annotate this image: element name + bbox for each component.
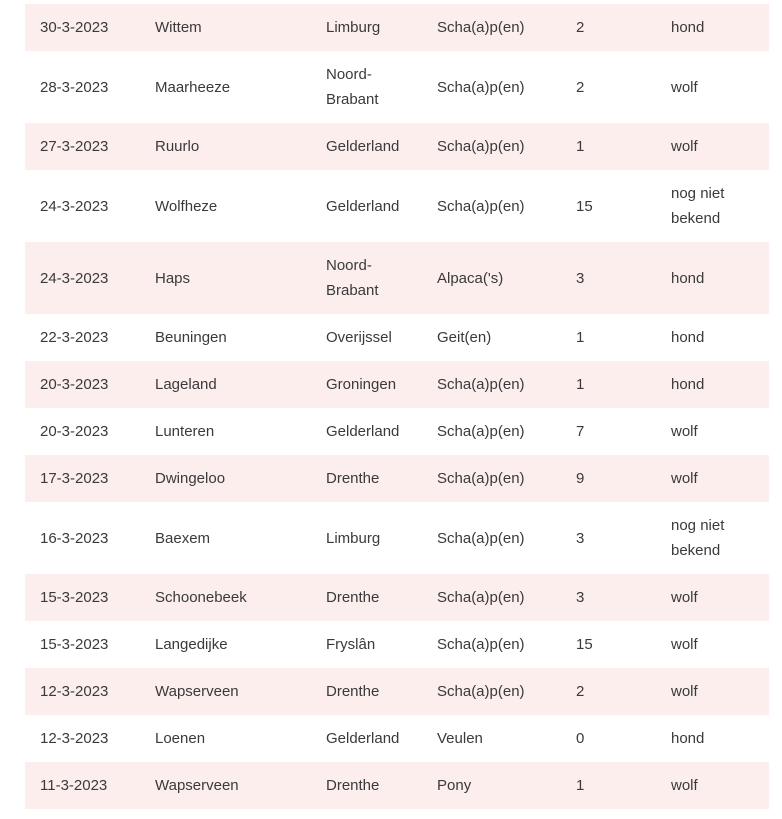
date-cell: 16-3-2023 [25,502,140,574]
animal-cell: Scha(a)p(en) [422,123,561,170]
province-cell: Drenthe [311,668,422,715]
province-cell: Drenthe [311,455,422,502]
culprit-cell: hond [656,314,769,361]
place-cell: Lunteren [140,408,311,455]
animal-cell: Scha(a)p(en) [422,408,561,455]
culprit-cell: wolf [656,51,769,123]
animal-cell: Geit(en) [422,314,561,361]
table-row [25,408,769,455]
animal-cell: Scha(a)p(en) [422,455,561,502]
count-cell: 1 [561,361,656,408]
place-cell: Haps [140,242,311,314]
count-cell: 1 [561,123,656,170]
date-cell: 12-3-2023 [25,668,140,715]
culprit-cell: wolf [656,621,769,668]
place-cell: Langedijke [140,621,311,668]
date-cell: 11-3-2023 [25,762,140,809]
date-cell: 24-3-2023 [25,170,140,242]
place-cell: Wolfheze [140,170,311,242]
table-row [25,502,769,574]
province-cell: Gelderland [311,715,422,762]
culprit-cell: hond [656,4,769,51]
table-row [25,762,769,809]
culprit-cell: wolf [656,668,769,715]
place-cell: Maarheeze [140,51,311,123]
incident-table-body [25,4,769,809]
count-cell: 15 [561,170,656,242]
province-cell: Noord-Brabant [311,242,422,314]
province-cell: Fryslân [311,621,422,668]
count-cell: 0 [561,715,656,762]
province-cell: Limburg [311,502,422,574]
table-row [25,314,769,361]
place-cell: Lageland [140,361,311,408]
date-cell: 15-3-2023 [25,574,140,621]
date-cell: 17-3-2023 [25,455,140,502]
count-cell: 1 [561,314,656,361]
place-cell: Beuningen [140,314,311,361]
place-cell: Loenen [140,715,311,762]
count-cell: 9 [561,455,656,502]
place-cell: Wapserveen [140,668,311,715]
date-cell: 15-3-2023 [25,621,140,668]
province-cell: Limburg [311,4,422,51]
place-cell: Baexem [140,502,311,574]
province-cell: Overijssel [311,314,422,361]
province-cell: Drenthe [311,574,422,621]
animal-cell: Scha(a)p(en) [422,502,561,574]
province-cell: Gelderland [311,123,422,170]
animal-cell: Pony [422,762,561,809]
place-cell: Wapserveen [140,762,311,809]
count-cell: 7 [561,408,656,455]
culprit-cell: hond [656,242,769,314]
date-cell: 12-3-2023 [25,715,140,762]
province-cell: Groningen [311,361,422,408]
animal-cell: Scha(a)p(en) [422,621,561,668]
culprit-cell: wolf [656,574,769,621]
animal-cell: Alpaca('s) [422,242,561,314]
table-row [25,123,769,170]
table-row [25,455,769,502]
table-row [25,170,769,242]
culprit-cell: nog niet bekend [656,170,769,242]
count-cell: 3 [561,242,656,314]
count-cell: 3 [561,574,656,621]
culprit-cell: nog niet bekend [656,502,769,574]
animal-cell: Scha(a)p(en) [422,574,561,621]
table-row [25,574,769,621]
count-cell: 1 [561,762,656,809]
count-cell: 15 [561,621,656,668]
table-row [25,361,769,408]
date-cell: 30-3-2023 [25,4,140,51]
table-row [25,668,769,715]
culprit-cell: hond [656,361,769,408]
table-row [25,621,769,668]
culprit-cell: hond [656,715,769,762]
animal-cell: Scha(a)p(en) [422,170,561,242]
place-cell: Schoonebeek [140,574,311,621]
animal-cell: Scha(a)p(en) [422,51,561,123]
table-row [25,242,769,314]
count-cell: 3 [561,502,656,574]
date-cell: 20-3-2023 [25,408,140,455]
date-cell: 22-3-2023 [25,314,140,361]
animal-cell: Scha(a)p(en) [422,4,561,51]
animal-cell: Scha(a)p(en) [422,668,561,715]
incident-table-container [25,4,769,809]
place-cell: Dwingeloo [140,455,311,502]
date-cell: 20-3-2023 [25,361,140,408]
culprit-cell: wolf [656,762,769,809]
province-cell: Gelderland [311,408,422,455]
place-cell: Wittem [140,4,311,51]
culprit-cell: wolf [656,123,769,170]
incident-table [25,4,769,809]
province-cell: Gelderland [311,170,422,242]
animal-cell: Scha(a)p(en) [422,361,561,408]
place-cell: Ruurlo [140,123,311,170]
date-cell: 27-3-2023 [25,123,140,170]
table-row [25,4,769,51]
province-cell: Noord-Brabant [311,51,422,123]
count-cell: 2 [561,4,656,51]
province-cell: Drenthe [311,762,422,809]
table-row [25,51,769,123]
animal-cell: Veulen [422,715,561,762]
date-cell: 24-3-2023 [25,242,140,314]
culprit-cell: wolf [656,408,769,455]
culprit-cell: wolf [656,455,769,502]
count-cell: 2 [561,668,656,715]
table-row [25,715,769,762]
count-cell: 2 [561,51,656,123]
date-cell: 28-3-2023 [25,51,140,123]
